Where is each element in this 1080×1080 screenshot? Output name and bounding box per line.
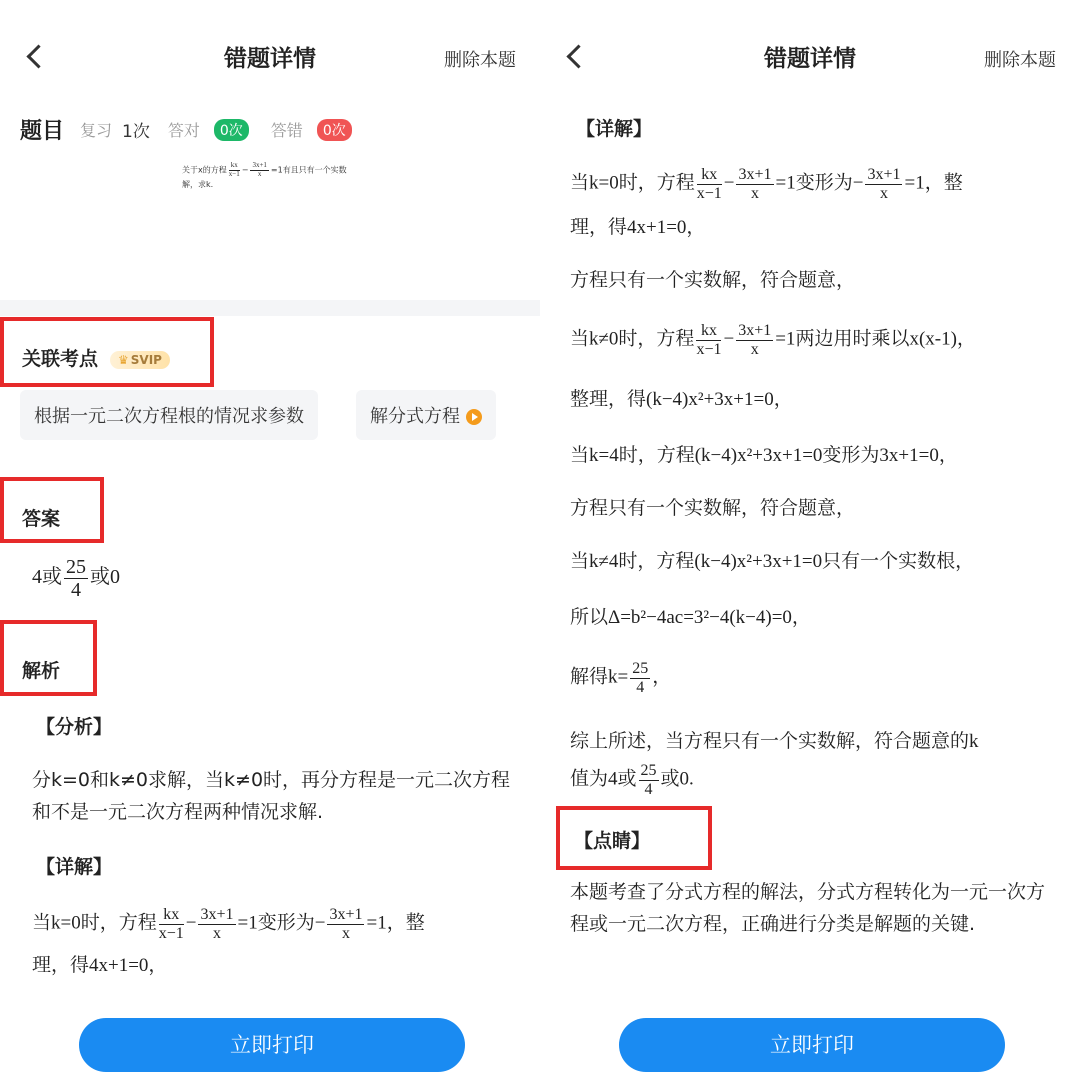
- detail-line: 整理，得(k−4)x²+3x+1=0，: [570, 389, 793, 410]
- detail-line: 所以Δ=b²−4ac=3²−4(k−4)=0，: [570, 607, 811, 628]
- detail-line: 值为4或 $\frac{25}{4}$ 或0.: [570, 762, 694, 798]
- question-text-end: 解，求k.: [182, 180, 214, 190]
- answer-label: 答案: [22, 508, 61, 530]
- detail-line: 方程只有一个实数解，符合题意，: [570, 269, 856, 291]
- detail-line: 当k=4时，方程(k−4)x²+3x+1=0变形为3x+1=0，: [570, 445, 958, 466]
- detail-line: 解得k= $\frac{25}{4}$ ，: [570, 660, 672, 696]
- svip-badge: ♛ SVIP: [110, 351, 170, 369]
- fenxi-text: 分k=0和k≠0求解，当k≠0时，再分方程是一元二次方程和不是一元二次方程两种情况求解.: [32, 769, 511, 823]
- highlight-box: [0, 317, 214, 387]
- correct-label: 答对: [167, 121, 200, 140]
- dianjing-text: 本题考查了分式方程的解法，分式方程转化为一元一次方程或一元二次方程，正确进行分类是解题的关键.: [570, 881, 1046, 935]
- detail-line: 当k≠0时，方程 $\frac{kx}{x-1}$ − $\frac{3x+1}{x}$ =1两边用时乘以x(x-1)，: [570, 322, 976, 358]
- delete-question-button[interactable]: 删除本题: [444, 50, 516, 71]
- print-button[interactable]: 立即打印: [79, 1018, 465, 1072]
- header: [0, 26, 540, 86]
- wrong-label: 答错: [270, 121, 303, 140]
- question-text-mid: 有且只有一个实数: [282, 165, 347, 175]
- page-title: 错题详情: [224, 46, 316, 72]
- xiangjie-label: 【详解】: [576, 118, 653, 140]
- question-meta-row: [20, 114, 352, 145]
- knowledge-tag-video[interactable]: 解分式方程: [356, 390, 496, 440]
- dianjing-label: 【点睛】: [574, 830, 651, 852]
- wrong-count-badge: 0次: [317, 119, 352, 141]
- detail-line: 理，得4x+1=0，: [32, 955, 168, 976]
- print-button[interactable]: 立即打印: [619, 1018, 1005, 1072]
- question-image: 关于x的方程 $\frac{kx}{x-1}$ − $\frac{3x+1}{x}$ =1有且只有一个实数 解，求k.: [182, 161, 347, 190]
- question-text-start: 关于x的方程: [182, 165, 227, 175]
- crown-icon: ♛: [118, 352, 129, 367]
- review-count: 1次: [122, 122, 150, 142]
- fenxi-label: 【分析】: [36, 716, 113, 738]
- page-title: 错题详情: [764, 46, 856, 72]
- detail-line: 当k≠4时，方程(k−4)x²+3x+1=0只有一个实数根，: [570, 551, 975, 572]
- knowledge-label: 关联考点 ♛ SVIP: [22, 344, 170, 371]
- review-label: 复习: [80, 121, 113, 140]
- detail-line: 方程只有一个实数解，符合题意，: [570, 497, 856, 519]
- section-divider: [0, 300, 540, 316]
- detail-line: 综上所述，当方程只有一个实数解，符合题意的k: [570, 731, 979, 752]
- play-icon: [466, 409, 482, 425]
- detail-line: 当k=0时，方程 $\frac{kx}{x-1}$ − $\frac{3x+1}{x}$ =1变形为− $\frac{3x+1}{x}$ =1，整: [32, 906, 425, 942]
- highlight-box: [0, 477, 104, 543]
- detail-line: 理，得4x+1=0，: [570, 217, 706, 238]
- xiangjie-label: 【详解】: [36, 856, 113, 878]
- question-title: 题目: [20, 119, 65, 144]
- knowledge-tag[interactable]: 根据一元二次方程根的情况求参数: [20, 390, 318, 440]
- analysis-label: 解析: [22, 660, 61, 682]
- correct-count-badge: 0次: [214, 119, 249, 141]
- answer-value: 4或 $\frac{25}{4}$ 或0: [32, 556, 120, 601]
- highlight-box: [556, 806, 712, 870]
- highlight-box: [0, 620, 97, 696]
- right-screen: [540, 0, 1080, 1080]
- header: [540, 26, 1080, 86]
- detail-line: 当k=0时，方程 $\frac{kx}{x-1}$ − $\frac{3x+1}{x}$ =1变形为− $\frac{3x+1}{x}$ =1，整: [570, 166, 963, 202]
- delete-question-button[interactable]: 删除本题: [984, 50, 1056, 71]
